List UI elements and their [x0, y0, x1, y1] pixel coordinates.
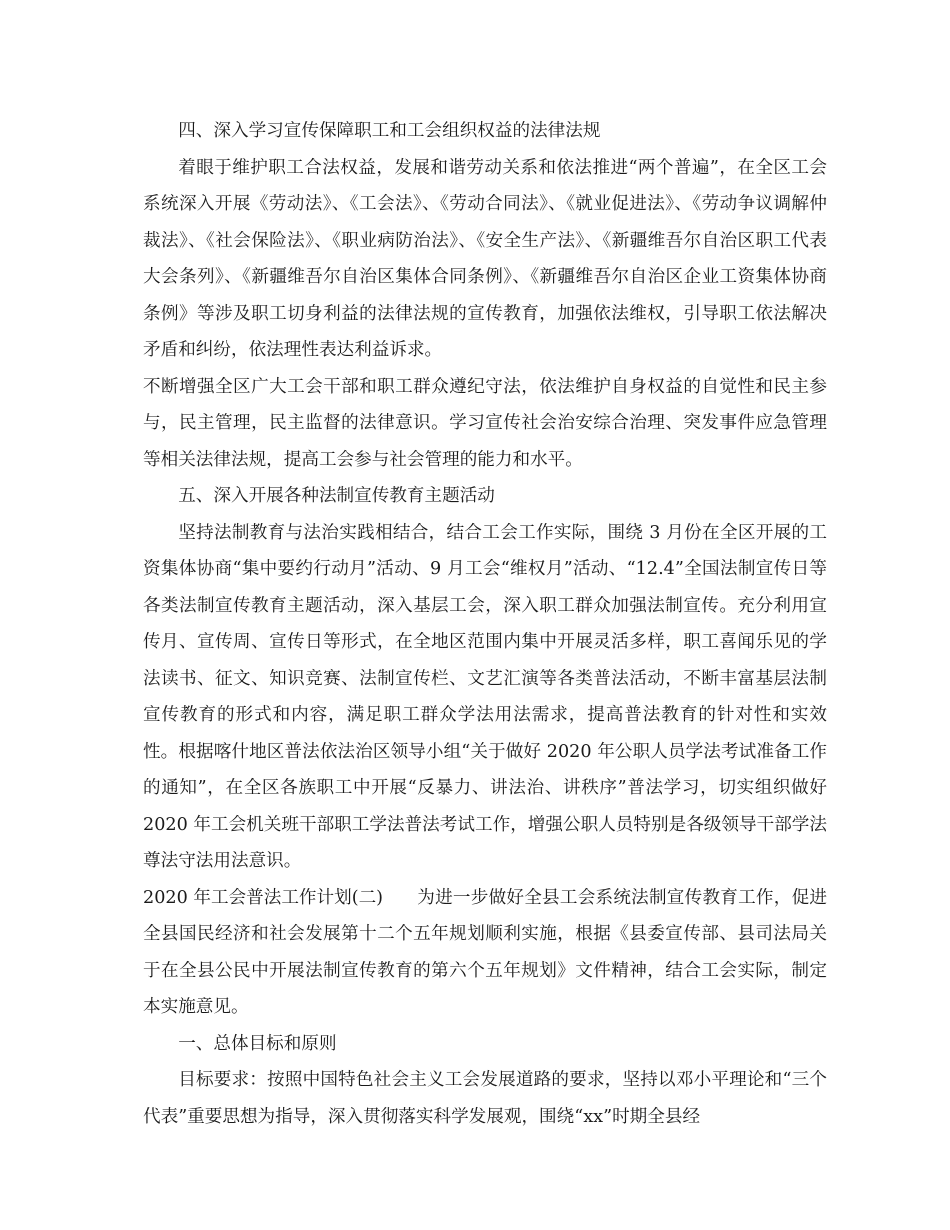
plan-2-paragraph: [143, 880, 827, 1026]
section-4-paragraph-2: 不断增强全区广大工会干部和职工群众遵纪守法，依法维护自身权益的自觉性和民主参与，民主管理，民主监督的法律意识。学习宣传社会治安综合治理、突发事件应急管理等相关法律法规，提高工会参与社会管理的能力和水平。: [143, 376, 827, 470]
section-5-heading: 五、深入开展各种法制宣传教育主题活动: [178, 486, 495, 506]
part-1-paragraph: 目标要求：按照中国特色社会主义工会发展道路的要求，坚持以邓小平理论和“三个代表”重要思想为指导，深入贯彻落实科学发展观，围绕“xx”时期全县经: [143, 1070, 827, 1127]
plan-2-title: 2020 年工会普法工作计划(二): [143, 887, 384, 908]
part-1-heading: 一、总体目标和原则: [178, 1033, 337, 1054]
section-5-paragraph: 坚持法制教育与法治实践相结合，结合工会工作实际，围绕 3 月份在全区开展的工资集体协商“集中要约行动月”活动、9 月工会“维权月”活动、“12.4”全国法制宣传日等各类法制宣传教育主题活动，深入基层工会，深入职工群众加强法制宣传。充分利用宣传月、宣传周、宣传日等形式，在全地区范围内集中开展灵活多样，职工喜闻乐见的学法读书、征文、知识竞赛、法制宣传栏、文艺汇演等各类普法活动，不断丰富基层法制宣传教育的形式和内容，满足职工群众学法用法需求，提高普法教育的针对性和实效性。根据喀什地区普法依法治区领导小组“关于做好 2020 年公职人员学法考试准备工作的通知”，在全区各族职工中开展“反暴力、讲法治、讲秩序”普法学习，切实组织做好 2020 年工会机关班干部职工学法普法考试工作，增强公职人员特别是各级领导干部学法尊法守法用法意识。: [143, 522, 827, 871]
plan-2-intro: 为进一步做好全县工会系统法制宣传教育工作，促进全县国民经济和社会发展第十二个五年规划顺利实施，根据《县委宣传部、县司法局关于在全县公民中开展法制宣传教育的第六个五年规划》文件精神，结合工会实际，制定本实施意见。: [143, 887, 827, 1017]
section-4-paragraph-1: 着眼于维护职工合法权益，发展和谐劳动关系和依法推进“两个普遍”，在全区工会系统深入开展《劳动法》、《工会法》、《劳动合同法》、《就业促进法》、《劳动争议调解仲裁法》、《社会保险法》、《职业病防治法》、《安全生产法》、《新疆维吾尔自治区职工代表大会条列》、《新疆维吾尔自治区集体合同条例》、《新疆维吾尔自治区企业工资集体协商条例》等涉及职工切身利益的法律法规的宣传教育，加强依法维权，引导职工依法解决矛盾和纠纷，依法理性表达利益诉求。: [143, 157, 827, 360]
section-4-heading: 四、深入学习宣传保障职工和工会组织权益的法律法规: [178, 121, 601, 141]
document-page: [143, 113, 827, 1135]
